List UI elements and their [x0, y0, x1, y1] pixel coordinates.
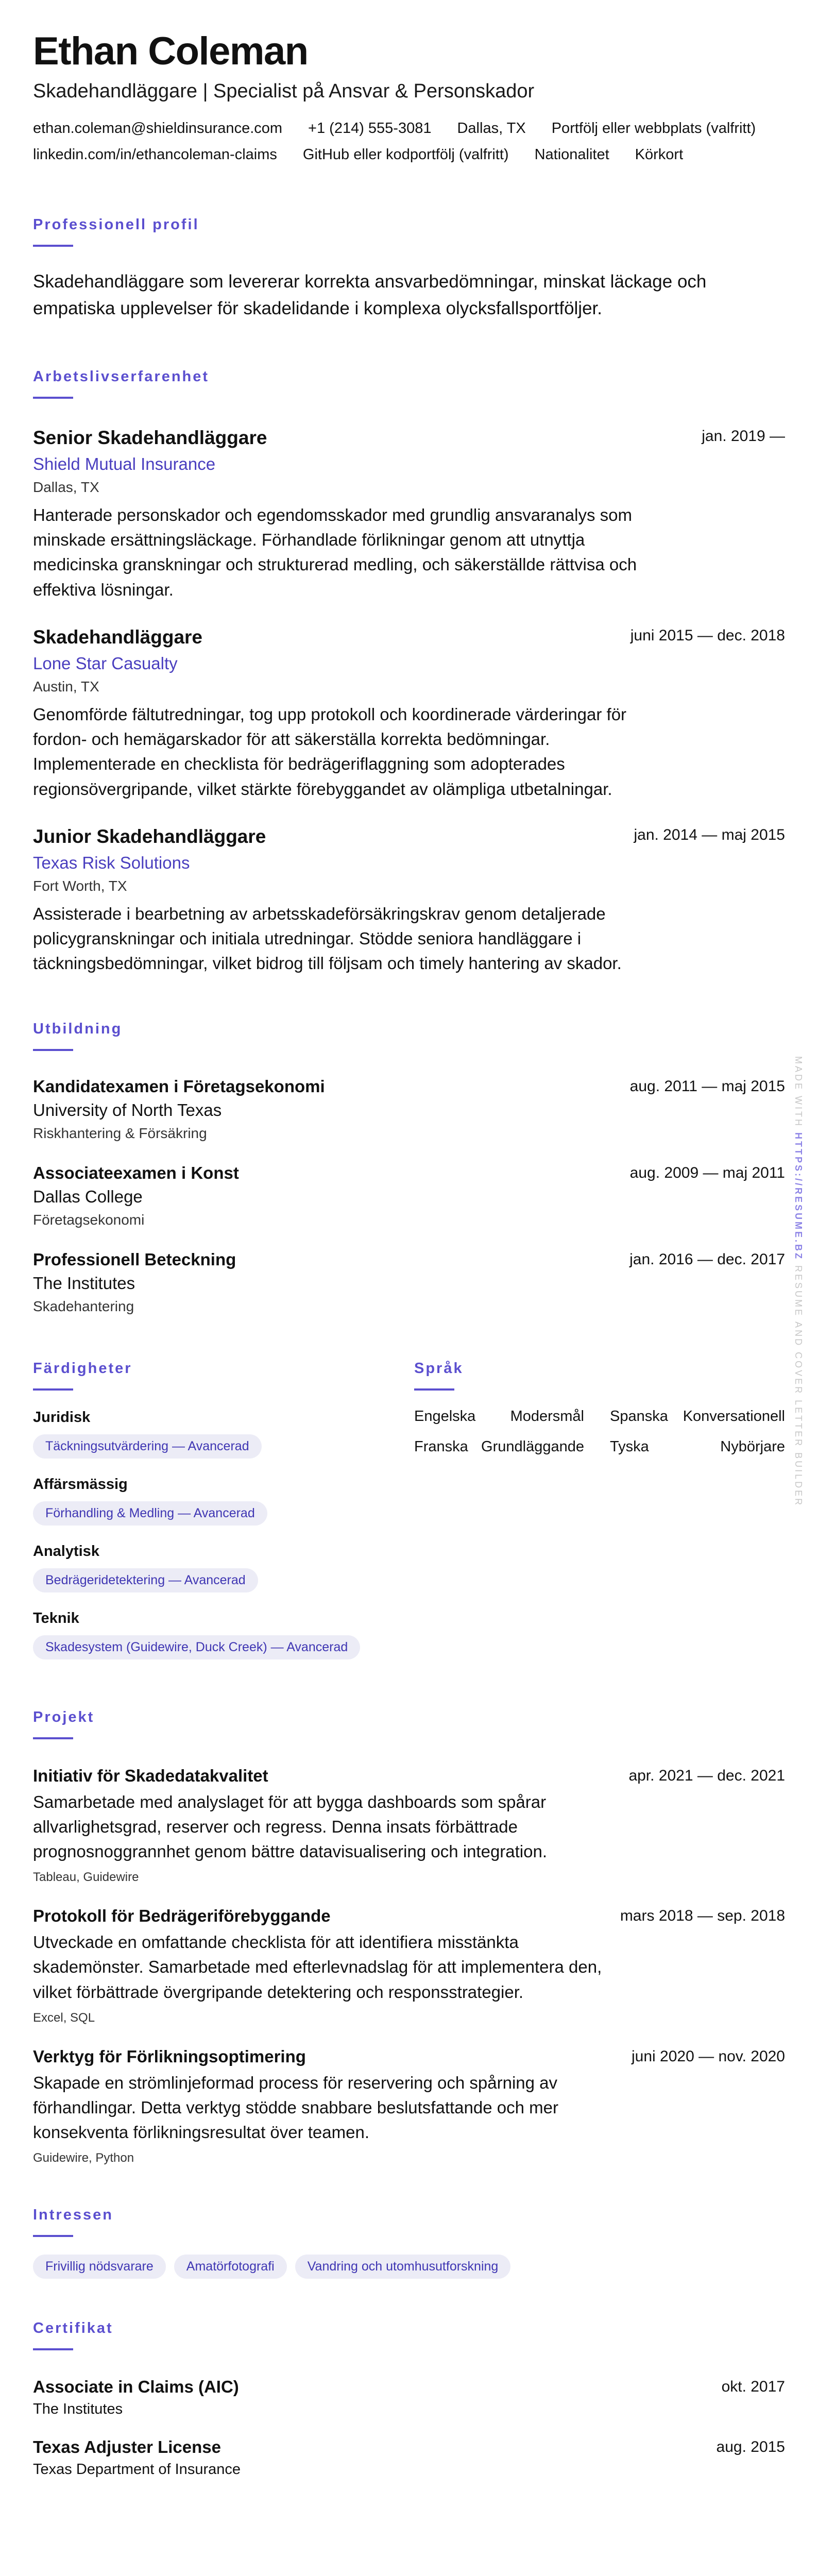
certificate-date: aug. 2015: [716, 2438, 785, 2456]
project-title: Initiativ för Skadedatakvalitet: [33, 1766, 268, 1785]
language-level: Modersmål: [510, 1408, 584, 1425]
resume-header: [33, 30, 785, 163]
projects-section: [33, 1709, 785, 2166]
candidate-name: Ethan Coleman: [33, 29, 308, 73]
skill-category: [33, 1610, 399, 1659]
builder-watermark: [793, 1056, 804, 1507]
project-entry: [33, 1766, 785, 1885]
job-description: Hanterade personskador och egendomsskador med grundlig ansvaranalys som minskade ersättningsläckage. Förhandlade förlikningar genom att utnyttja medicinska granskningar och strukturerad medling, och säkerställde rättvisa och effektiva lösningar.: [33, 505, 637, 599]
project-date: mars 2018 — sep. 2018: [620, 1907, 785, 1925]
education-institution: The Institutes: [33, 1273, 135, 1293]
certificate-entry: [33, 2437, 785, 2478]
section-divider: [33, 1049, 73, 1051]
section-title-interests: Intressen: [33, 2207, 113, 2224]
contact-list: [33, 120, 818, 163]
interest-pill: Amatörfotografi: [174, 2255, 287, 2279]
degree-title: Professionell Beteckning: [33, 1249, 236, 1269]
language-level: Nybörjare: [720, 1438, 785, 1455]
interests-section: [33, 2207, 785, 2279]
certificate-entry: [33, 2377, 785, 2418]
project-description: Samarbetade med analyslaget för att bygga dashboards som spårar allvarlighetsgrad, reserver och regress. Denna insats förbättrade prognosnoggrannhet genom bättre datavisualisering och integration.: [33, 1792, 548, 1861]
experience-entry: [33, 825, 785, 976]
degree-title: Kandidatexamen i Företagsekonomi: [33, 1076, 325, 1096]
project-date: apr. 2021 — dec. 2021: [628, 1767, 785, 1784]
education-entry: [33, 1250, 785, 1315]
job-date: juni 2015 — dec. 2018: [630, 626, 785, 644]
skills-languages-row: [33, 1360, 785, 1659]
section-title-projects: Projekt: [33, 1708, 95, 1725]
job-company: Shield Mutual Insurance: [33, 454, 216, 473]
experience-section: [33, 368, 785, 976]
project-title: Protokoll för Bedrägeriförebyggande: [33, 1906, 331, 1926]
project-entry: [33, 2047, 785, 2166]
education-field: Riskhantering & Försäkring: [33, 1125, 207, 1141]
skill-pill: Skadesystem (Guidewire, Duck Creek) — Avancerad: [33, 1635, 360, 1659]
section-divider: [414, 1388, 454, 1391]
interest-pill: Frivillig nödsvarare: [33, 2255, 166, 2279]
skill-pill: Bedrägeridetektering — Avancerad: [33, 1568, 258, 1592]
section-title-profile: Professionell profil: [33, 216, 199, 233]
candidate-headline: Skadehandläggare | Specialist på Ansvar & Personskador: [33, 80, 535, 102]
education-date: aug. 2011 — maj 2015: [629, 1077, 785, 1095]
profile-text: Skadehandläggare som levererar korrekta ansvarbedömningar, minskat läckage och empatiska upplevelser för skadelidande i komplexa olycksfallsportföljer.: [33, 271, 707, 319]
watermark-link[interactable]: HTTPS://RESUME.BZ: [793, 1132, 804, 1261]
watermark-suffix: RESUME AND COVER LETTER BUILDER: [793, 1265, 804, 1507]
job-location: Dallas, TX: [33, 479, 99, 495]
interest-list: [33, 2255, 785, 2279]
job-date: jan. 2014 — maj 2015: [634, 826, 785, 843]
certificate-issuer: The Institutes: [33, 2401, 123, 2418]
project-description: Skapade en strömlinjeformad process för reservering och spårning av förhandlingar. Detta verktyg stödde snabbare beslutsfattande och mer konsekventa förlikningsresultat över teamen.: [33, 2073, 558, 2142]
section-divider: [33, 2235, 73, 2237]
project-tech: Tableau, Guidewire: [33, 1870, 139, 1885]
certificate-date: okt. 2017: [721, 2378, 785, 2396]
experience-entry: [33, 427, 785, 602]
contact-license: Körkort: [635, 146, 684, 163]
certificate-name: Associate in Claims (AIC): [33, 2377, 239, 2397]
skill-category-name: Analytisk: [33, 1543, 99, 1560]
job-company: Lone Star Casualty: [33, 654, 178, 673]
job-description: Genomförde fältutredningar, tog upp protokoll och koordinerade värderingar för fordon- och hemägarskador för att säkerställa korrekta bedömningar. Implementerade en checklista för bedrägeriflaggning som adopterades regionsövergripande, vilket stärkte förebyggandet av olämpliga utbetalningar.: [33, 705, 627, 799]
section-divider: [33, 1737, 73, 1739]
job-date: jan. 2019 —: [702, 427, 785, 445]
contact-location: Dallas, TX: [457, 120, 526, 137]
profile-section: [33, 216, 785, 323]
skill-category: [33, 1476, 399, 1526]
project-description: Utveckade en omfattande checklista för att identifiera misstänkta skademönster. Samarbetade med efterlevnadslag för att implementera den, vilket förbättrade övergripande detektering och responsstrategier.: [33, 1933, 602, 2002]
contact-portfolio[interactable]: Portfölj eller webbplats (valfritt): [551, 120, 756, 137]
certificate-issuer: Texas Department of Insurance: [33, 2461, 241, 2478]
contact-phone[interactable]: +1 (214) 555-3081: [308, 120, 432, 137]
education-entry: [33, 1163, 785, 1228]
job-company: Texas Risk Solutions: [33, 853, 190, 873]
education-date: jan. 2016 — dec. 2017: [629, 1250, 785, 1268]
interest-pill: Vandring och utomhusutforskning: [295, 2255, 511, 2279]
section-divider: [33, 245, 73, 247]
education-section: [33, 1021, 785, 1315]
certificate-name: Texas Adjuster License: [33, 2437, 221, 2457]
language-name: Franska: [414, 1438, 468, 1455]
education-institution: Dallas College: [33, 1187, 143, 1206]
skill-category-name: Teknik: [33, 1609, 79, 1626]
section-title-skills: Färdigheter: [33, 1360, 132, 1377]
job-description: Assisterade i bearbetning av arbetsskadeförsäkringskrav genom detaljerade policygranskningar och initiala utredningar. Stödde seniora handläggare i täckningsbedömningar, vilket bidrog till följsam och timely hantering av skador.: [33, 904, 622, 973]
language-name: Tyska: [610, 1438, 649, 1455]
section-title-languages: Språk: [414, 1360, 464, 1377]
language-level: Grundläggande: [481, 1438, 584, 1455]
skill-category: [33, 1543, 399, 1592]
education-field: Skadehantering: [33, 1298, 134, 1314]
contact-nationality: Nationalitet: [534, 146, 609, 163]
contact-linkedin[interactable]: linkedin.com/in/ethancoleman-claims: [33, 146, 277, 163]
skill-category-name: Affärsmässig: [33, 1476, 128, 1493]
education-date: aug. 2009 — maj 2011: [629, 1164, 785, 1181]
project-date: juni 2020 — nov. 2020: [632, 2047, 785, 2065]
language-name: Engelska: [414, 1408, 476, 1425]
languages-section: [414, 1360, 785, 1659]
project-tech: Guidewire, Python: [33, 2151, 134, 2165]
section-title-education: Utbildning: [33, 1020, 123, 1037]
skills-section: [33, 1360, 399, 1659]
skill-pill: Täckningsutvärdering — Avancerad: [33, 1434, 262, 1459]
job-title: Senior Skadehandläggare: [33, 427, 267, 448]
degree-title: Associateexamen i Konst: [33, 1163, 239, 1182]
experience-entry: [33, 626, 785, 802]
job-title: Skadehandläggare: [33, 626, 203, 648]
job-title: Junior Skadehandläggare: [33, 825, 266, 847]
contact-github[interactable]: GitHub eller kodportfölj (valfritt): [302, 146, 509, 163]
watermark-prefix: MADE WITH: [793, 1056, 804, 1128]
language-level: Konversationell: [683, 1408, 785, 1425]
section-divider: [33, 2348, 73, 2350]
skill-pill: Förhandling & Medling — Avancerad: [33, 1501, 267, 1526]
language-name: Spanska: [610, 1408, 668, 1425]
section-divider: [33, 397, 73, 399]
education-institution: University of North Texas: [33, 1100, 222, 1120]
skill-category-name: Juridisk: [33, 1409, 91, 1426]
section-divider: [33, 1388, 73, 1391]
job-location: Austin, TX: [33, 679, 99, 695]
skill-category: [33, 1409, 399, 1459]
section-title-experience: Arbetslivserfarenhet: [33, 368, 210, 385]
education-entry: [33, 1077, 785, 1142]
job-location: Fort Worth, TX: [33, 878, 127, 894]
project-title: Verktyg för Förlikningsoptimering: [33, 2046, 306, 2066]
project-entry: [33, 1906, 785, 2025]
project-tech: Excel, SQL: [33, 2010, 95, 2025]
contact-email[interactable]: ethan.coleman@shieldinsurance.com: [33, 120, 283, 137]
certificates-section: [33, 2320, 785, 2478]
education-field: Företagsekonomi: [33, 1211, 145, 1228]
section-title-certificates: Certifikat: [33, 2320, 113, 2337]
resume-page: [33, 30, 785, 2478]
language-list: [414, 1408, 785, 1455]
